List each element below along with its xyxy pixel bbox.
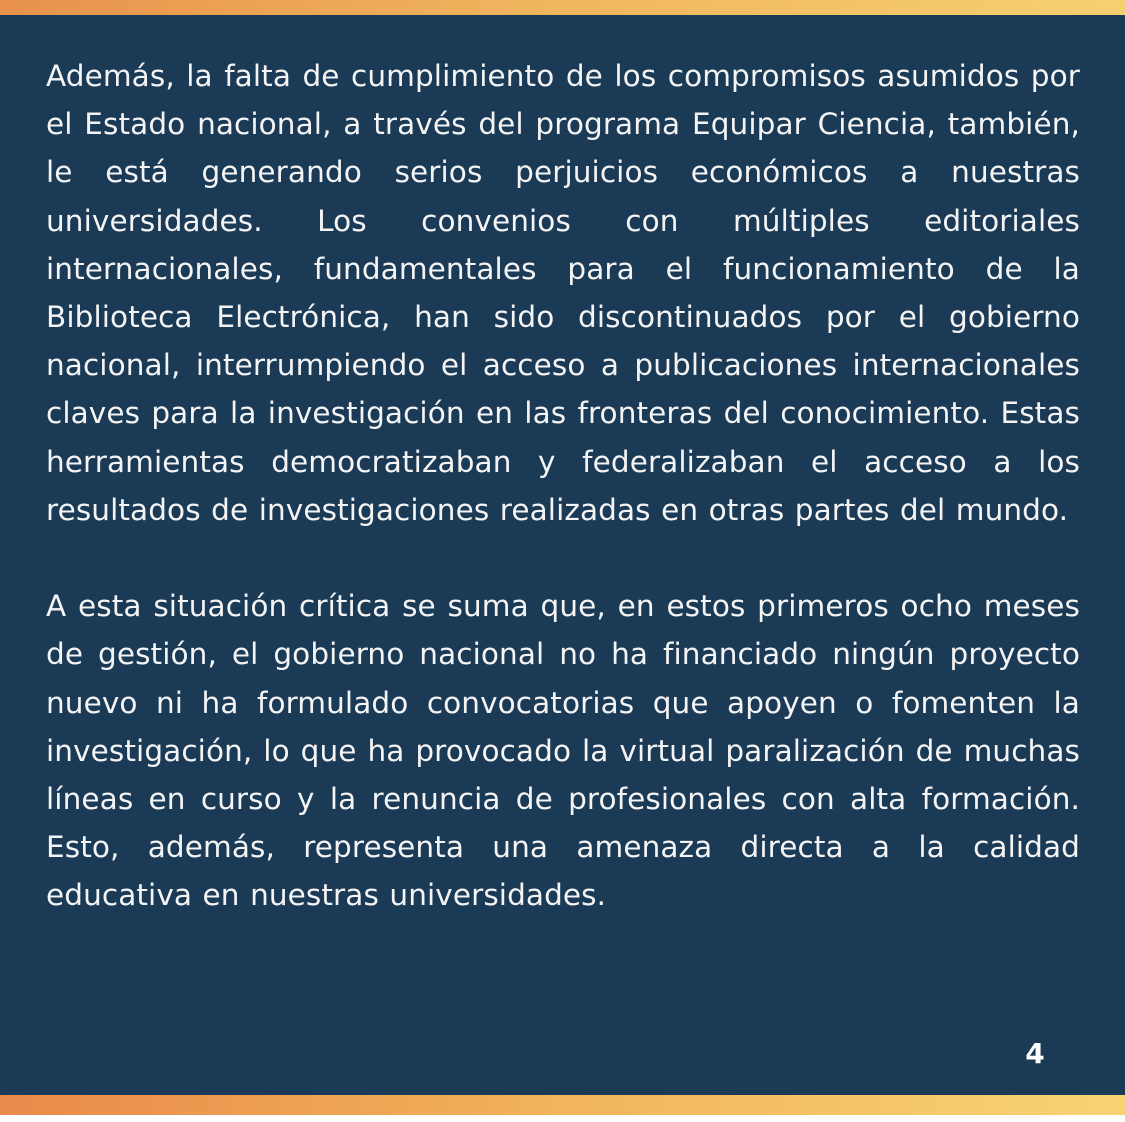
- page-number: 4: [1025, 1037, 1045, 1070]
- paragraph-1: Además, la falta de cumplimiento de los compromisos asumidos por el Estado nacional, a través del programa Equipar Ciencia, también, le está generando serios perjuicios económicos a nuestras universidades. Los convenios con múltiples editoriales internacionales, fundamentales para el funcionamiento de la Biblioteca Electrónica, han sido discontinuados por el gobierno nacional, interrumpiendo el acceso a publicaciones internacionales claves para la investigación en las fronteras del conocimiento. Estas herramientas democratizaban y federalizaban el acceso a los resultados de investigaciones realizadas en otras partes del mundo.: [46, 59, 1080, 527]
- body-text: [46, 52, 1080, 920]
- bottom-margin: [0, 1115, 1125, 1122]
- top-accent-bar: [0, 0, 1125, 15]
- paragraph-2: A esta situación crítica se suma que, en estos primeros ocho meses de gestión, el gobierno nacional no ha financiado ningún proyecto nuevo ni ha formulado convocatorias que apoyen o fomenten la investigación, lo que ha provocado la virtual paralización de muchas líneas en curso y la renuncia de profesionales con alta formación. Esto, además, representa una amenaza directa a la calidad educativa en nuestras universidades.: [46, 589, 1080, 913]
- bottom-accent-bar: [0, 1095, 1125, 1115]
